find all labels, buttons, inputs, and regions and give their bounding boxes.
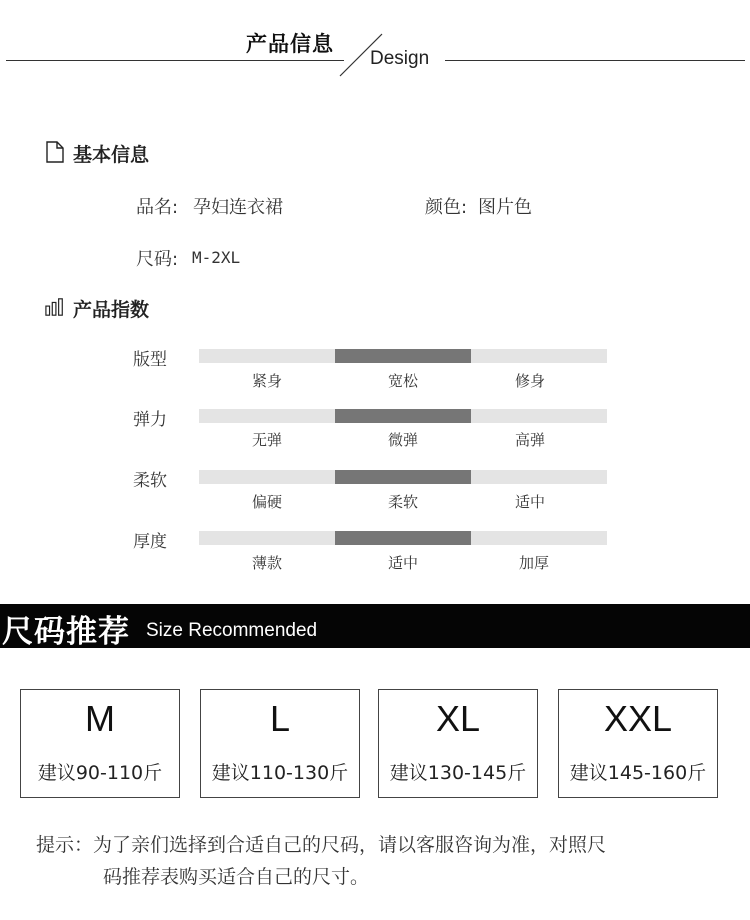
size-card-size: L: [269, 698, 291, 739]
index-bar-elasticity-selected: [335, 409, 471, 423]
scale-fit-option: 宽松: [387, 372, 418, 390]
index-bar-fit: [199, 349, 607, 363]
size-label: 尺码:: [136, 249, 179, 270]
size-card-m: [20, 689, 180, 798]
scale-thickness-option: 薄款: [251, 554, 282, 572]
basic-info-title: 基本信息: [73, 144, 150, 166]
index-label-elasticity: 弹力: [133, 410, 167, 430]
size-recommend-title: 尺码推荐: [2, 614, 130, 650]
index-bar-elasticity: [199, 409, 607, 423]
size-card-size: M: [85, 698, 115, 739]
size-card-l: [200, 689, 360, 798]
scale-fit-option: 修身: [514, 372, 545, 390]
color-label: 颜色:: [425, 197, 468, 218]
scale-elasticity-option: 无弹: [251, 431, 282, 449]
size-card-size: XXL: [603, 698, 673, 739]
header-subtitle: Design: [370, 48, 430, 69]
size-card-recommend: 建议145-160斤: [569, 762, 707, 784]
index-label-thickness: 厚度: [133, 532, 167, 552]
scale-softness-option: 适中: [514, 493, 545, 511]
header-rule-left: [6, 60, 344, 61]
index-bar-softness-selected: [335, 470, 471, 484]
size-card-size: XL: [435, 698, 481, 739]
size-card-recommend: 建议90-110斤: [37, 762, 163, 784]
tip-line-2: 码推荐表购买适合自己的尺寸。: [103, 866, 370, 888]
size-recommend-subtitle: Size Recommended: [146, 620, 318, 641]
size-card-recommend: 建议130-145斤: [389, 762, 527, 784]
color-value: 图片色: [478, 197, 532, 218]
index-label-softness: 柔软: [133, 471, 167, 491]
size-card-recommend: 建议110-130斤: [211, 762, 349, 784]
header-title: 产品信息: [246, 32, 334, 56]
document-icon: [45, 141, 65, 163]
index-label-fit: 版型: [133, 350, 167, 370]
size-card-xxl: [558, 689, 718, 798]
size-card-xl: [378, 689, 538, 798]
scale-fit-option: 紧身: [251, 372, 282, 390]
index-bar-softness: [199, 470, 607, 484]
scale-thickness-option: 适中: [387, 554, 418, 572]
scale-elasticity-option: 微弹: [387, 431, 418, 449]
header-rule-right: [445, 60, 745, 61]
scale-softness-option: 柔软: [387, 493, 418, 511]
scale-elasticity-option: 高弹: [514, 431, 545, 449]
product-name-label: 品名:: [136, 197, 179, 218]
index-bar-fit-selected: [335, 349, 471, 363]
product-name-value: 孕妇连衣裙: [193, 197, 283, 218]
size-value: M-2XL: [192, 248, 241, 267]
index-bar-thickness: [199, 531, 607, 545]
index-bar-thickness-selected: [335, 531, 471, 545]
tip-line-1: 提示：为了亲们选择到合适自己的尺码，请以客服咨询为准，对照尺: [36, 834, 607, 856]
bar-chart-icon: [45, 296, 65, 318]
product-index-title: 产品指数: [73, 299, 150, 321]
scale-softness-option: 偏硬: [251, 493, 282, 511]
scale-thickness-option: 加厚: [518, 554, 549, 572]
